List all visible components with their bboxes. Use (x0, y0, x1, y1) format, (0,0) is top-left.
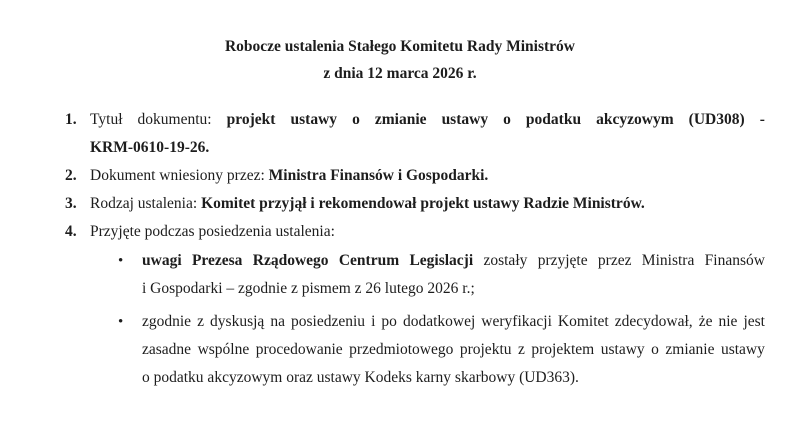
item-number: 2. (65, 167, 77, 184)
numbered-item-3 (65, 190, 765, 218)
item-text (90, 190, 765, 218)
word: ustawy (441, 111, 489, 128)
word: uwagi (142, 252, 182, 269)
word: zgodnie (142, 313, 192, 330)
word: dyskusją (210, 313, 265, 330)
numbered-list (65, 106, 765, 246)
word: o (503, 111, 511, 128)
word: zdecydował, (614, 313, 693, 330)
word: i (371, 313, 376, 330)
word: (UD308) (688, 111, 745, 128)
item-text (90, 106, 765, 162)
document-title-line1: Robocze ustalenia Stałego Komitetu Rady Ministrów (224, 38, 575, 55)
item-number: 3. (65, 195, 77, 212)
word: dokumentu: (137, 111, 212, 128)
item-line (90, 134, 765, 162)
bullet-line (142, 364, 765, 392)
word: przyjęte (537, 252, 588, 269)
numbered-item-4 (65, 218, 765, 246)
word: akcyzowym (596, 111, 674, 128)
bullet-marker: • (118, 314, 124, 330)
word: przedmiotowego (349, 341, 454, 358)
bullet-line-text: o podatku akcyzowym oraz ustawy Kodeks karny skarbowy (UD363). (142, 369, 579, 386)
word: jest (743, 313, 765, 330)
word: procedowanie (255, 341, 343, 358)
word: weryfikacji (481, 313, 552, 330)
word: na (270, 313, 285, 330)
word: Rządowego (252, 252, 329, 269)
bullet-text (142, 247, 765, 303)
numbered-item-2 (65, 162, 765, 190)
word: ustawy (290, 111, 338, 128)
word: po (381, 313, 397, 330)
word: projektu (459, 341, 512, 358)
word: zmianie (374, 111, 427, 128)
word: dodatkowej (402, 313, 476, 330)
item-line (90, 190, 765, 218)
word: z (197, 313, 204, 330)
word: posiedzeniu (290, 313, 366, 330)
bullet-line (142, 275, 765, 303)
word: przez (597, 252, 632, 269)
item-line (90, 106, 765, 134)
bullet-line-text: i Gospodarki – zgodnie z pismem z 26 lutego 2026 r.; (142, 280, 475, 297)
bullet-marker: • (118, 253, 124, 269)
word: projekt (226, 111, 276, 128)
item-label: Dokument wniesiony przez: (90, 167, 265, 184)
word: zasadne (142, 341, 192, 358)
word: Komitet (557, 313, 609, 330)
item-line (90, 162, 765, 190)
word: Ministra (641, 252, 695, 269)
bullet-item-2 (118, 308, 800, 392)
bullet-line (142, 247, 765, 275)
item-bold-text: KRM-0610-19-26. (90, 139, 210, 156)
word: Tytuł (90, 111, 123, 128)
document-date-line: z dnia 12 marca 2026 r. (323, 65, 477, 82)
bullet-item-1 (118, 247, 800, 303)
word: ustawy (600, 341, 645, 358)
bullet-line (142, 308, 765, 336)
word: Prezesa (191, 252, 243, 269)
word: że (698, 313, 713, 330)
word: Legislacji (409, 252, 474, 269)
item-label: Przyjęte podczas posiedzenia ustalenia: (90, 223, 335, 240)
word: ustawy (720, 341, 765, 358)
word: wspólne (197, 341, 250, 358)
item-bold-text: Komitet przyjął i rekomendował projekt ustawy Radzie Ministrów. (201, 195, 645, 212)
word: o (651, 341, 659, 358)
item-number: 1. (65, 111, 77, 128)
item-line (90, 218, 765, 246)
word: Centrum (338, 252, 400, 269)
bullet-line (142, 336, 765, 364)
word: nie (718, 313, 738, 330)
word: Finansów (704, 252, 765, 269)
numbered-item-1 (65, 106, 765, 162)
item-number: 4. (65, 223, 77, 240)
word: projektem (531, 341, 595, 358)
document-title (0, 33, 800, 87)
word: zostały (483, 252, 528, 269)
word: zmianie (665, 341, 715, 358)
item-label: Rodzaj ustalenia: (90, 195, 198, 212)
bullet-text (142, 308, 765, 392)
word: z (518, 341, 525, 358)
item-text (90, 162, 765, 190)
item-bold-text: Ministra Finansów i Gospodarki. (268, 167, 489, 184)
bullet-list (118, 247, 800, 392)
word: o (352, 111, 360, 128)
word: podatku (525, 111, 582, 128)
item-text (90, 218, 765, 246)
word: - (759, 111, 765, 128)
